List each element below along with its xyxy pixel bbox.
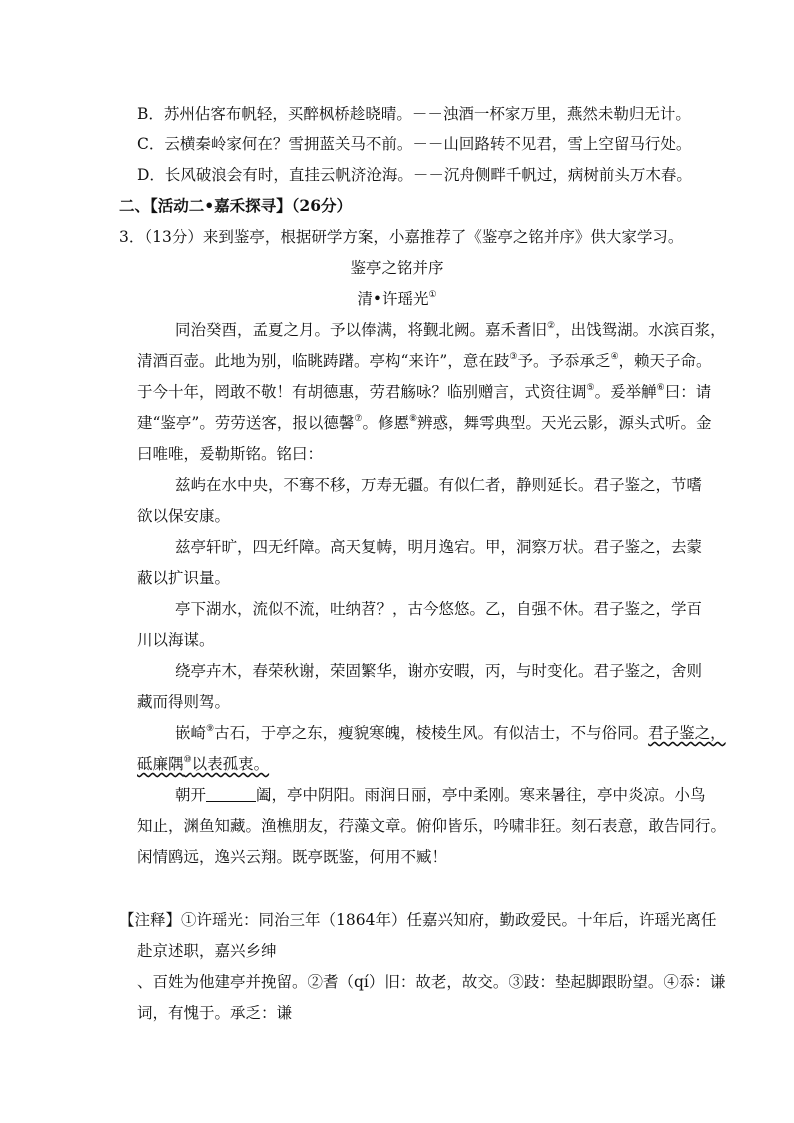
question-prompt: 3．（13分）来到鉴亭，根据研学方案，小嘉推荐了《鉴亭之铭并序》供大家学习。 — [119, 228, 684, 246]
verse-3-line-2: 川以海谋。 — [137, 631, 215, 649]
preface-line-2: 清酒百壶。此地为别，临眺踌躇。亭构“来许”，意在跂③予。予忝承乏④，赖天子命。 — [137, 352, 712, 370]
option-d: D．长风破浪会有时，直挂云帆济沧海。－－沉舟侧畔千帆过，病树前头万木春。 — [137, 166, 692, 184]
verse-2-line-2: 蔽以扩识量。 — [137, 569, 231, 587]
notes-line-4: 词，有愧于。承乏：谦 — [137, 1004, 293, 1022]
option-b: B．苏州佔客布帆轻，买醉枫桥趁晓晴。－－浊酒一杯家万里，燕然未勒归无计。 — [137, 105, 691, 123]
verse-1-line-2: 欲以保安康。 — [137, 507, 231, 525]
verse-6-line-3: 闲情鸥远，逸兴云翔。既亭既鉴，何用不臧！ — [137, 848, 448, 866]
notes-line-1: 【注释】①许瑶光：同治三年（1864年）任嘉兴知府，勤政爱民。十年后，许瑶光离任 — [119, 911, 717, 929]
verse-4-line-1: 绕亭卉木，春荣秋谢，荣固繁华，谢亦安暇，丙，与时变化。君子鉴之，舍则 — [175, 662, 703, 680]
passage-title: 鉴亭之铭并序 — [350, 259, 444, 277]
option-c: C．云横秦岭家何在？雪拥蓝关马不前。－－山回路转不见君，雪上空留马行处。 — [137, 135, 692, 153]
notes-line-2: 赴京述职，嘉兴乡绅 — [137, 942, 277, 960]
answer-blank[interactable] — [206, 787, 256, 802]
notes-line-3: 、百姓为他建亭并挽留。②耆（qí）旧：故老，故交。③跂：垫起脚跟盼望。④忝：谦 — [137, 973, 726, 991]
verse-5-line-1: 嵌崎⑨古石，于亭之东，瘦貌寒魄，棱棱生风。有似洁士，不与俗同。君子鉴之， — [175, 724, 726, 742]
verse-5-line-2: 砥廉隅⑩以表孤衷。 — [137, 755, 270, 773]
verse-2-line-1: 兹亭轩旷，四无纤障。高天复帱，明月逸宕。甲，洞察万状。君子鉴之，去蒙 — [175, 538, 703, 556]
preface-line-5: 曰唯唯，爰勒斯铭。铭曰： — [137, 445, 324, 463]
verse-6-line-2: 知止，渊鱼知藏。渔樵朋友，荇藻文章。俯仰皆乐，吟啸非狂。刻石表意，敢告同行。 — [137, 817, 727, 835]
section-heading: 二、【活动二•嘉禾探寻】（26分） — [119, 196, 352, 215]
verse-4-line-2: 藏而得则驾。 — [137, 693, 231, 711]
verse-1-line-1: 兹屿在水中央，不骞不移，万寿无疆。有似仁者，静则延长。君子鉴之，节嗜 — [175, 476, 703, 494]
verse-3-line-1: 亭下湖水，流似不流，吐纳苕？，古今悠悠。乙，自强不休。君子鉴之，学百 — [175, 600, 703, 618]
preface-line-3: 于今十年，罔敢不敬！有胡德惠，劳君觞咏？临别赠言，式资往调⑤。爰举觯⑥曰：请 — [137, 383, 712, 401]
passage-author: 清•许瑶光① — [357, 290, 437, 308]
verse-6-line-1: 朝开 阖，亭中阴阳。雨润日丽，亭中柔刚。寒来暑往，亭中炎凉。小鸟 — [175, 786, 706, 804]
preface-line-1: 同治癸酉，孟夏之月。予以俸满，将觐北阙。嘉禾耆旧②，出饯鸳湖。水滨百浆， — [175, 321, 726, 339]
preface-line-4: 建“鉴亭”。劳劳送客，报以德馨⑦。修慝⑧辨惑，舞雩典型。天光云影，源头式听。金 — [137, 414, 712, 432]
